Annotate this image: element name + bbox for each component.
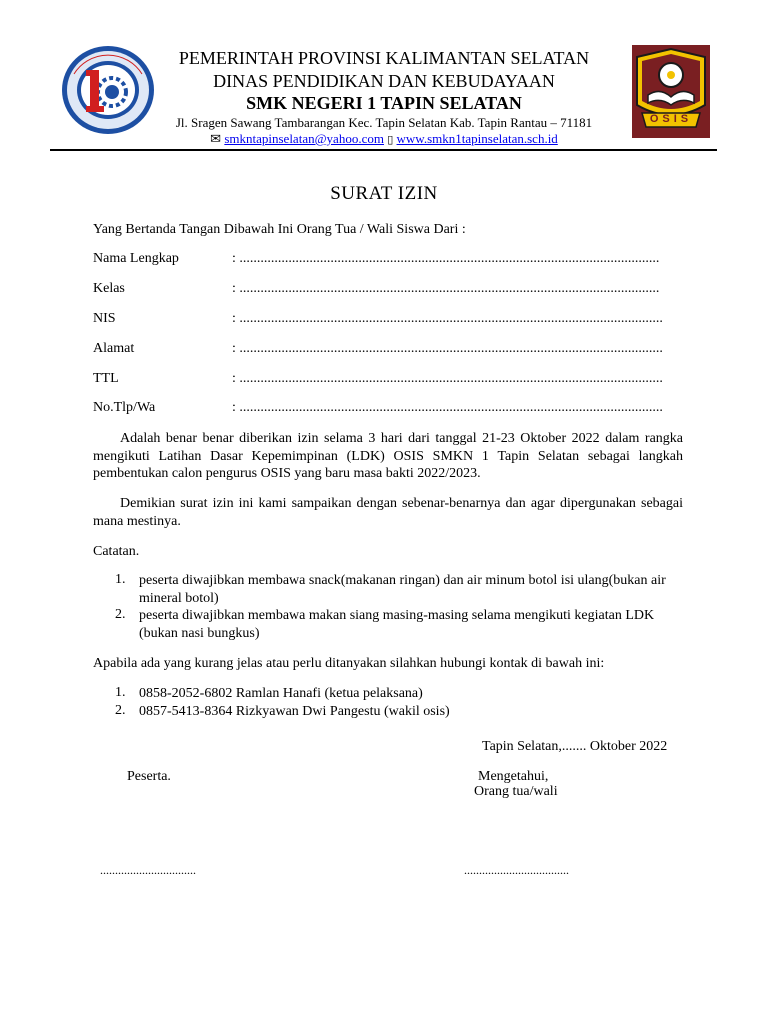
note-item: peserta diwajibkan membawa makan siang masing-masing selama mengikuti kegiatan LDK (bukan nasi bungkus) [139, 608, 655, 641]
contact-item: 0857-5413-8364 Rizkyawan Dwi Pangestu (wakil osis) [139, 704, 450, 719]
field-value-alamat: : ......................................................................................................................... [232, 341, 663, 356]
field-value-nis: : ......................................................................................................................... [232, 311, 663, 326]
website-link[interactable]: www.smkn1tapinselatan.sch.id [396, 131, 558, 146]
email-link[interactable]: smkntapinselatan@yahoo.com [224, 131, 384, 146]
field-label-nis: NIS [93, 311, 116, 326]
contact-number: 1. [115, 685, 126, 700]
paragraph-permission: Adalah benar benar diberikan izin selama 3 hari dari tanggal 21-23 Oktober 2022 dalam rangka mengikuti Latihan Dasar Kepemimpinan (LDK) OSIS SMKN 1 Tapin Selatan sebagai langkah pembentukan calon pengurus OSIS yang baru masa bakti 2022/2023. [93, 431, 683, 481]
note-item: peserta diwajibkan membawa snack(makanan ringan) dan air minum botol isi ulang(bukan air mineral botol) [139, 573, 666, 606]
globe-icon: ▯ [387, 134, 394, 146]
field-label-kelas: Kelas [93, 281, 125, 296]
field-value-ttl: : ......................................................................................................................... [232, 371, 663, 386]
header-contacts [0, 131, 768, 147]
header-school-name: SMK NEGERI 1 TAPIN SELATAN [246, 93, 522, 113]
signature-right-line: ................................... [464, 863, 569, 877]
document-title: SURAT IZIN [330, 183, 438, 204]
contact-item: 0858-2052-6802 Ramlan Hanafi (ketua pelaksana) [139, 686, 423, 701]
header-address: Jl. Sragen Sawang Tambarangan Kec. Tapin Selatan Kab. Tapin Rantau – 71181 [175, 115, 593, 130]
paragraph-closing: Demikian surat izin ini kami sampaikan dengan sebenar-benarnya dan agar dipergunakan sebagai mana mestinya. [93, 496, 683, 529]
header-divider [50, 149, 717, 151]
contact-number: 2. [115, 703, 126, 718]
header-government: PEMERINTAH PROVINSI KALIMANTAN SELATAN [178, 48, 590, 68]
note-number: 1. [115, 572, 126, 587]
signature-right-label: Mengetahui, [478, 769, 549, 784]
contact-intro: Apabila ada yang kurang jelas atau perlu ditanyakan silahkan hubungi kontak di bawah ini: [93, 656, 605, 671]
osis-logo-text: OSIS [649, 113, 693, 125]
field-value-kelas: : ........................................................................................................................ [232, 281, 660, 296]
signature-left-line: ................................ [100, 863, 196, 877]
field-label-ttl: TTL [93, 371, 119, 386]
signature-left-label: Peserta. [127, 769, 171, 784]
intro-text: Yang Bertanda Tangan Dibawah Ini Orang Tua / Wali Siswa Dari : [93, 222, 466, 237]
header-department: DINAS PENDIDIKAN DAN KEBUDAYAAN [213, 71, 555, 91]
signature-right-role: Orang tua/wali [474, 784, 558, 799]
note-number: 2. [115, 607, 126, 622]
field-label-nama: Nama Lengkap [93, 251, 179, 266]
field-label-telp: No.Tlp/Wa [93, 400, 156, 415]
notes-title: Catatan. [93, 544, 140, 559]
place-date: Tapin Selatan,....... Oktober 2022 [482, 739, 668, 754]
field-label-alamat: Alamat [93, 341, 135, 356]
field-value-nama: : ........................................................................................................................ [232, 251, 660, 266]
field-value-telp: : ......................................................................................................................... [232, 400, 663, 415]
envelope-icon: ✉ [210, 131, 222, 146]
